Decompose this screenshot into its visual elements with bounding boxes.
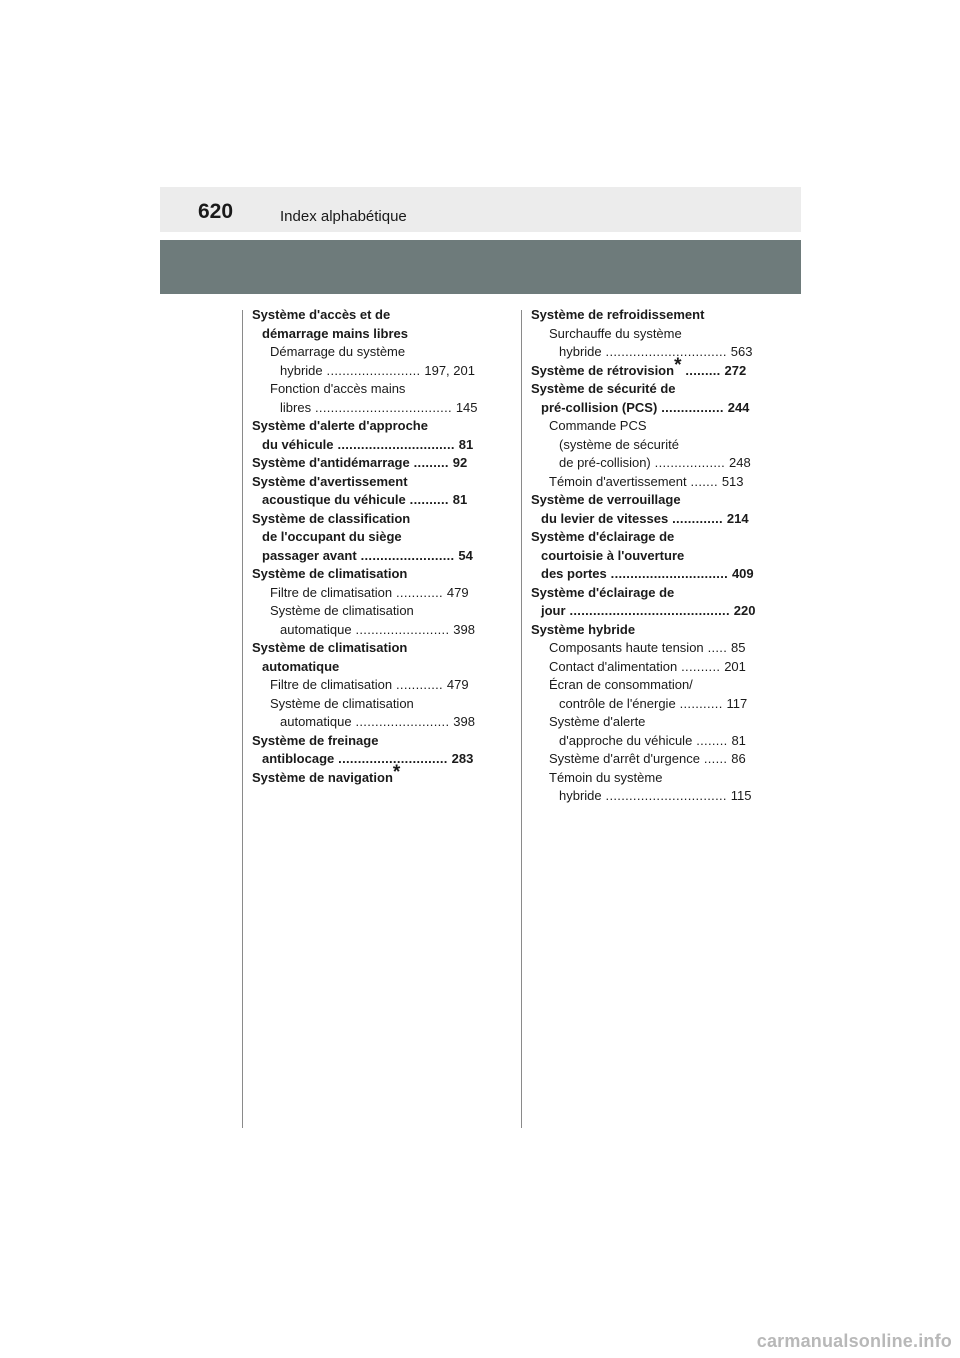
index-entry — [252, 325, 472, 344]
dot-leader: ................................... — [311, 399, 456, 415]
index-entry — [252, 713, 475, 732]
dot-leader: ............................... — [601, 788, 731, 803]
dot-leader: ...... — [699, 751, 732, 766]
dot-leader: ........................ — [356, 547, 459, 563]
page-reference: 248 — [729, 455, 751, 470]
dot-leader: ................ — [657, 399, 728, 415]
entry-text: Système de climatisation — [252, 640, 408, 655]
index-entry — [252, 343, 472, 362]
index-entry — [252, 473, 472, 492]
index-entry — [531, 510, 751, 529]
page-reference: 145 — [455, 399, 478, 415]
page-reference: 398 — [453, 621, 475, 637]
entry-text: de pré-collision) — [559, 455, 651, 470]
index-entry — [252, 436, 472, 455]
dot-leader: ............ — [392, 677, 447, 692]
asterisk-marker: * — [392, 761, 401, 783]
index-entry — [531, 732, 751, 751]
index-entry — [252, 491, 472, 510]
entry-text: Filtre de climatisation — [270, 584, 393, 600]
index-entry — [252, 380, 472, 399]
index-entry — [252, 417, 472, 436]
dot-leader: ........................ — [351, 621, 454, 637]
page-reference: 54 — [458, 547, 473, 563]
dot-leader: .............................. — [333, 436, 459, 452]
index-entry — [531, 621, 751, 640]
entry-text: Système d'arrêt d'urgence — [549, 751, 700, 766]
index-entry — [531, 639, 751, 658]
index-entry — [531, 436, 751, 455]
entry-text: hybride — [559, 344, 602, 359]
entry-text: jour — [541, 603, 566, 618]
entry-text: acoustique du véhicule — [262, 492, 406, 507]
entry-text: Démarrage du système — [270, 344, 406, 359]
entry-text: Système d'éclairage de — [531, 584, 675, 600]
index-entry — [252, 547, 472, 566]
entry-text: Surchauffe du système — [549, 325, 682, 341]
dot-leader: ............................... — [601, 344, 731, 359]
index-entry — [252, 584, 472, 603]
index-column-right — [531, 306, 756, 806]
page-reference: 563 — [730, 344, 753, 359]
dot-leader: ......................................... — [565, 603, 734, 618]
index-entry — [531, 676, 751, 695]
dot-leader: ............................ — [334, 751, 452, 766]
entry-text: automatique — [280, 714, 352, 729]
index-entry — [531, 380, 751, 399]
entry-text: Témoin du système — [549, 769, 663, 785]
index-entry — [531, 658, 751, 677]
index-column-left — [252, 306, 478, 787]
index-entry — [531, 473, 751, 492]
page-reference: 272 — [724, 362, 747, 378]
dot-leader: ........................ — [322, 362, 425, 378]
index-entry — [252, 454, 472, 473]
dot-leader: ........... — [675, 695, 727, 711]
entry-text: des portes — [541, 566, 607, 581]
index-entry — [531, 343, 751, 362]
index-entry — [531, 787, 751, 806]
page-reference: 479 — [446, 677, 469, 692]
page-reference: 214 — [726, 510, 749, 526]
header-band — [160, 187, 801, 232]
index-entry — [531, 565, 754, 584]
page-reference: 85 — [731, 640, 746, 655]
index-entry — [531, 491, 751, 510]
middle-column-rule — [521, 310, 522, 1128]
page-reference: 201 — [724, 658, 746, 674]
page-reference: 220 — [733, 603, 756, 618]
index-entry — [531, 325, 751, 344]
index-entry — [252, 565, 472, 584]
index-entry — [531, 695, 751, 714]
entry-text: Système de freinage — [252, 732, 379, 748]
section-title: Index alphabétique — [280, 208, 407, 225]
page-reference: 283 — [451, 751, 474, 766]
index-entry — [531, 528, 751, 547]
page-reference: 86 — [731, 751, 746, 766]
entry-text: passager avant — [262, 547, 357, 563]
index-entry — [252, 750, 472, 769]
dot-leader: ..... — [703, 640, 732, 655]
index-entry — [531, 584, 751, 603]
page-number: 620 — [198, 200, 234, 223]
index-entry — [252, 676, 472, 695]
page-reference: 115 — [730, 788, 752, 803]
index-entry — [252, 732, 472, 751]
entry-text: Fonction d'accès mains — [270, 381, 406, 396]
index-entry — [531, 417, 751, 436]
index-entry — [252, 658, 472, 677]
dot-leader: .............................. — [606, 566, 732, 581]
title-bar — [160, 240, 801, 294]
dot-leader: ............ — [392, 584, 447, 600]
entry-text: Système de climatisation — [270, 603, 414, 618]
index-entry — [252, 362, 475, 381]
entry-text: antiblocage — [262, 751, 335, 766]
page-reference: 92 — [452, 455, 468, 470]
entry-text: Système d'éclairage de — [531, 529, 675, 544]
page-reference: 81 — [458, 436, 474, 452]
page-reference: 398 — [453, 714, 475, 729]
index-entry — [252, 510, 472, 529]
dot-leader: .......... — [405, 492, 453, 507]
entry-text: Système de climatisation — [270, 695, 414, 711]
index-entry — [531, 454, 751, 473]
entry-text: Système d'alerte d'approche — [252, 418, 428, 433]
entry-text: courtoisie à l'ouverture — [541, 547, 685, 563]
entry-text: Système d'alerte — [549, 714, 646, 729]
entry-text: Système de navigation — [252, 769, 393, 785]
page-reference: 513 — [721, 473, 744, 489]
entry-text: hybride — [559, 788, 602, 803]
index-entry — [252, 761, 472, 788]
entry-text: Système d'accès et de — [252, 307, 391, 322]
dot-leader: .................. — [650, 455, 730, 470]
entry-text: Système d'avertissement — [252, 473, 408, 489]
entry-text: pré-collision (PCS) — [541, 399, 658, 415]
entry-text: (système de sécurité — [559, 436, 679, 452]
index-entry — [252, 602, 472, 621]
entry-text: Système de verrouillage — [531, 492, 681, 507]
dot-leader: .......... — [677, 658, 725, 674]
entry-text: automatique — [280, 621, 352, 637]
dot-leader: ......... — [681, 362, 725, 378]
page-reference: 197, 201 — [424, 362, 475, 378]
index-entry — [531, 750, 751, 769]
index-entry — [531, 602, 756, 621]
entry-text: Témoin d'avertissement — [549, 473, 687, 489]
page-reference: 117 — [726, 695, 748, 711]
index-entry — [531, 547, 751, 566]
index-entry — [531, 306, 751, 325]
entry-text: Commande PCS — [549, 418, 647, 433]
index-entry — [531, 769, 751, 788]
entry-text: d'approche du véhicule — [559, 732, 693, 748]
page-reference: 81 — [731, 732, 746, 748]
index-entry — [252, 399, 478, 418]
entry-text: Système de climatisation — [252, 566, 408, 581]
entry-text: Filtre de climatisation — [270, 677, 393, 692]
entry-text: libres — [280, 399, 312, 415]
dot-leader: ......... — [409, 455, 453, 470]
entry-text: Système de refroidissement — [531, 307, 705, 322]
entry-text: Système de classification — [252, 510, 411, 526]
entry-text: démarrage mains libres — [262, 325, 408, 341]
entry-text: Composants haute tension — [549, 640, 704, 655]
entry-text: Système d'antidémarrage — [252, 455, 410, 470]
index-entry — [531, 354, 751, 381]
entry-text: du levier de vitesses — [541, 510, 669, 526]
page-reference: 479 — [446, 584, 469, 600]
entry-text: Système hybride — [531, 621, 636, 637]
page-reference: 81 — [452, 492, 468, 507]
index-entry — [252, 306, 472, 325]
entry-text: de l'occupant du siège — [262, 529, 402, 544]
index-entry — [252, 639, 472, 658]
dot-leader: ............. — [668, 510, 727, 526]
page-reference: 244 — [727, 399, 750, 415]
entry-text: automatique — [262, 658, 340, 674]
watermark: carmanualsonline.info — [756, 1331, 952, 1351]
index-entry — [252, 528, 472, 547]
index-entry — [531, 399, 751, 418]
entry-text: hybride — [280, 362, 323, 378]
asterisk-marker: * — [674, 354, 682, 376]
page-reference: 409 — [731, 566, 754, 581]
entry-text: Écran de consommation/ — [549, 677, 693, 692]
entry-text: contrôle de l'énergie — [559, 695, 676, 711]
index-entry — [252, 695, 472, 714]
entry-text: du véhicule — [262, 436, 334, 452]
entry-text: Système de rétrovision — [531, 362, 675, 378]
entry-text: Contact d'alimentation — [549, 658, 678, 674]
dot-leader: ........................ — [351, 714, 454, 729]
index-entry — [252, 621, 475, 640]
dot-leader: ....... — [686, 473, 722, 489]
dot-leader: ........ — [692, 732, 732, 748]
entry-text: Système de sécurité de — [531, 381, 676, 396]
left-column-rule — [242, 310, 243, 1128]
index-entry — [531, 713, 751, 732]
